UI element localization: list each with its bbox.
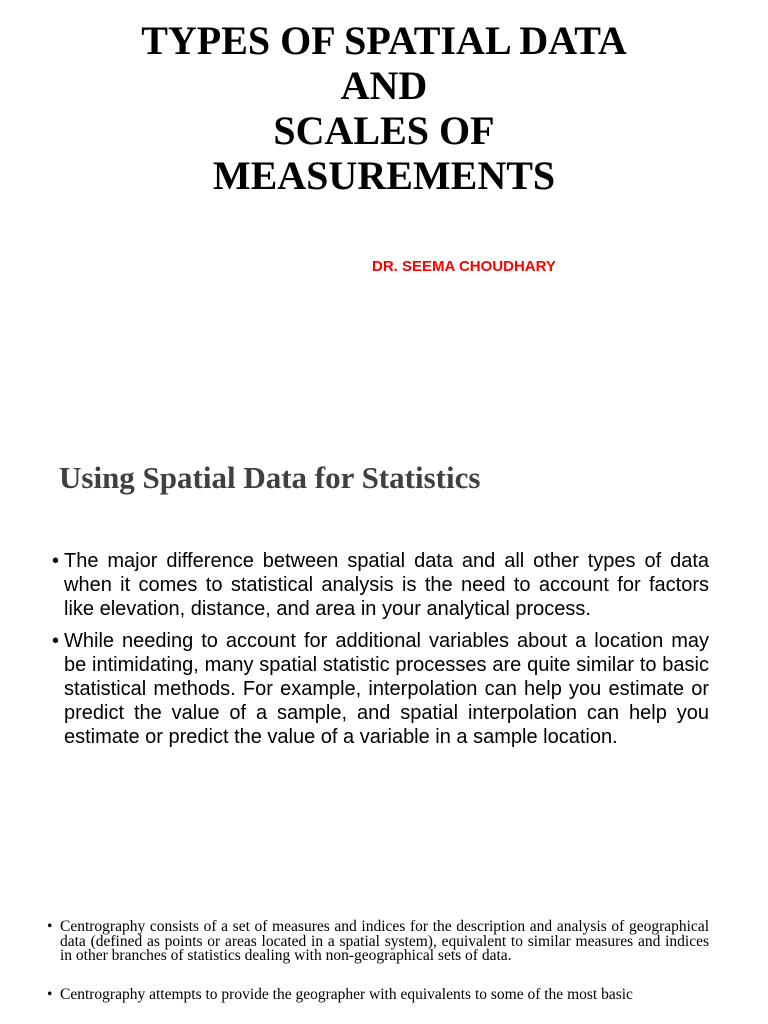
bullet-icon: •: [52, 550, 60, 572]
bullet-list: [47, 920, 709, 1024]
presentation-title: [0, 18, 768, 198]
title-line: TYPES OF SPATIAL DATA: [141, 18, 627, 63]
title-line: SCALES OF: [273, 108, 495, 153]
list-item: [47, 920, 709, 964]
author-name: DR. SEEMA CHOUDHARY: [372, 258, 556, 275]
list-item: [47, 985, 709, 1003]
bullet-icon: •: [47, 918, 53, 935]
bullet-text: While needing to account for additional variables about a location may be intimidating, many spatial statistic processes are quite similar to basic statistical methods. For example, interpolation can help you estimate or predict the value of a sample, and spatial interpolation can help you estimate or predict the value of a variable in a sample location.: [64, 630, 709, 748]
title-line: AND: [340, 63, 428, 108]
spatial-statistics-slide: [0, 432, 768, 864]
bullet-text: Centrography attempts to provide the geographer with equivalents to some of the most basic: [60, 985, 633, 1003]
list-item: [52, 549, 709, 621]
title-line: MEASUREMENTS: [212, 153, 556, 198]
list-item: [52, 629, 709, 749]
title-slide: [0, 0, 768, 432]
bullet-list: [52, 549, 709, 757]
bullet-icon: •: [52, 630, 60, 652]
bullet-text: Centrography consists of a set of measures and indices for the description and analysis of geographical data (defined as points or areas located in a spatial system), equivalent to similar measures and indices in other branches of statistics dealing with non-geographical sets of data.: [60, 918, 709, 964]
bullet-text: The major difference between spatial data and all other types of data when it comes to statistical analysis is the need to account for factors like elevation, distance, and area in your analytical process.: [64, 550, 709, 620]
centrography-slide: [0, 864, 768, 1024]
bullet-icon: •: [47, 985, 53, 1003]
slide-heading: Using Spatial Data for Statistics: [59, 460, 481, 495]
